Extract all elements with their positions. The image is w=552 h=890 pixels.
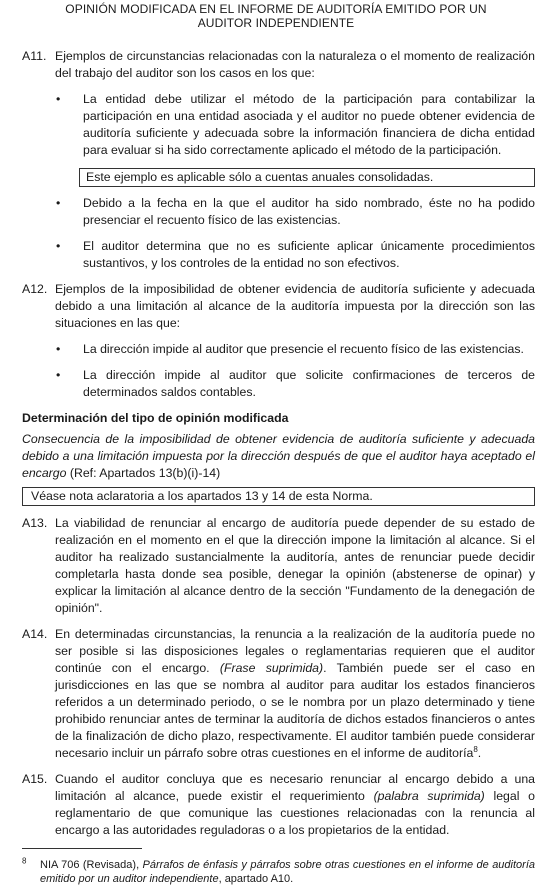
text-part: En determinadas circunstancias, la renuncia a la realización de la auditoría puede no ser posible si las disposiciones legales o reglamentarias requieren que el auditor continúe con el encargo. (55, 627, 535, 675)
note-text: Este ejemplo es aplicable sólo a cuentas anuales consolidadas. (86, 170, 434, 184)
page-header (0, 2, 552, 30)
footnote-reference: 8 (473, 744, 478, 754)
list-item-text: Debido a la fecha en la que el auditor ha sido nombrado, éste no ha podido presenciar el recuento físico de las existencias. (83, 196, 535, 227)
italic-text: (palabra suprimida) (373, 789, 485, 803)
list-item-text: La entidad debe utilizar el método de la participación para contabilizar la participación en una entidad asociada y el auditor no puede obtener evidencia de auditoría suficiente y adecuada sobre la información financiera de dicha entidad para evaluar si ha sido correctamente aplicado el método de la participación. (83, 92, 535, 157)
header-line-1: OPINIÓN MODIFICADA EN EL INFORME DE AUDITORÍA EMITIDO POR UN (65, 2, 487, 16)
list-item-text: La dirección impide al auditor que solicite confirmaciones de terceros de determinados saldos contables. (83, 368, 535, 399)
list-item-text: La dirección impide al auditor que presencie el recuento físico de las existencias. (83, 342, 524, 356)
list-item (55, 341, 535, 358)
paragraph-a14 (22, 626, 535, 762)
text-part: , apartado A10. (218, 873, 294, 885)
paragraph-number: A11. (22, 49, 47, 63)
list-item (55, 238, 535, 272)
bullet-icon: • (56, 368, 61, 382)
bullet-icon: • (56, 239, 61, 253)
footnote-number-sup: 8 (22, 856, 27, 866)
list-item-text: El auditor determina que no es suficiente aplicar únicamente procedimientos sustantivos, y los controles de la entidad no son efectivos. (83, 239, 535, 270)
text-part: . (477, 746, 482, 760)
paragraph-number: A13. (22, 516, 48, 530)
italic-text: (Frase suprimida) (219, 661, 324, 675)
paragraph-text (55, 626, 535, 762)
text-part: Cuando el auditor concluya que es necesario renunciar al encargo debido a una limitación al alcance, puede existir el requerimiento (55, 772, 535, 803)
section-subheading (22, 431, 535, 482)
list-item (55, 367, 535, 401)
footnote-number (22, 858, 40, 886)
footnote-divider (22, 848, 142, 849)
paragraph-number: A15. (22, 772, 48, 786)
a11-bullet-list (22, 91, 535, 159)
list-item (55, 195, 535, 229)
text-part: NIA 706 (Revisada), (40, 859, 143, 871)
document-body (22, 48, 535, 848)
a12-bullet-list (22, 341, 535, 401)
paragraph-a11 (22, 48, 535, 82)
header-line-2: AUDITOR INDEPENDIENTE (197, 16, 355, 30)
paragraph-a13 (22, 515, 535, 617)
footnote-text (40, 858, 535, 886)
bullet-icon: • (56, 92, 61, 106)
note-box (22, 487, 535, 506)
bullet-icon: • (56, 342, 61, 356)
a11-bullet-list-cont (22, 195, 535, 272)
text-part: . También puede ser el caso en jurisdicciones en las que se nombra al auditor para auditar los estados financieros referidos a un determinado periodo, o se le nombra por un plazo determinado y tiene prohibido renunciar antes de terminar la auditoría de dichos estados financieros o antes de la finalización de dicho plazo, respectivamente. El auditor también puede considerar necesario incluir un párrafo sobre otras cuestiones en el informe de auditoría (55, 661, 535, 760)
paragraph-a12 (22, 281, 535, 332)
paragraph-text (55, 771, 535, 839)
italic-text: Párrafos de énfasis y párrafos sobre otras cuestiones en el informe de auditoría emitido por un auditor independiente (40, 859, 535, 885)
paragraph-number: A12. (22, 282, 48, 296)
text-part: legal o reglamentario de que comunique las cuestiones relacionadas con la renuncia al encargo a las autoridades reguladoras o a los propietarios de la entidad. (55, 789, 535, 837)
list-item (55, 91, 535, 159)
paragraph-number: A14. (22, 627, 48, 641)
paragraph-text: Ejemplos de la imposibilidad de obtener evidencia de auditoría suficiente y adecuada debido a una limitación al alcance de la auditoría impuesta por la dirección son las situaciones en las que: (55, 282, 535, 330)
note-box (79, 168, 535, 187)
bullet-icon: • (56, 196, 61, 210)
subheading-italic: Consecuencia de la imposibilidad de obtener evidencia de auditoría suficiente y adecuada debido a una limitación impuesta por la dirección después de que el auditor haya aceptado el encargo (22, 432, 535, 480)
paragraph-a15 (22, 771, 535, 839)
footnote (22, 858, 535, 886)
paragraph-text: Ejemplos de circunstancias relacionadas con la naturaleza o el momento de realización del trabajo del auditor son los casos en los que: (55, 49, 535, 80)
section-heading: Determinación del tipo de opinión modificada (22, 411, 289, 425)
note-text: Véase nota aclaratoria a los apartados 13 y 14 de esta Norma. (31, 489, 373, 503)
subheading-ref: (Ref: Apartados 13(b)(i)-14) (66, 466, 221, 480)
paragraph-text: La viabilidad de renunciar al encargo de auditoría puede depender de su estado de realización en el momento en el que la dirección impone la limitación al alcance. Si el auditor ha realizado sustancialmente la auditoría, antes de renunciar puede decidir completarla hasta donde sea posible, denegar la opinión (abstenerse de opinar) y explicar la limitación al alcance dentro de la sección "Fundamento de la denegación de opinión". (55, 516, 535, 615)
